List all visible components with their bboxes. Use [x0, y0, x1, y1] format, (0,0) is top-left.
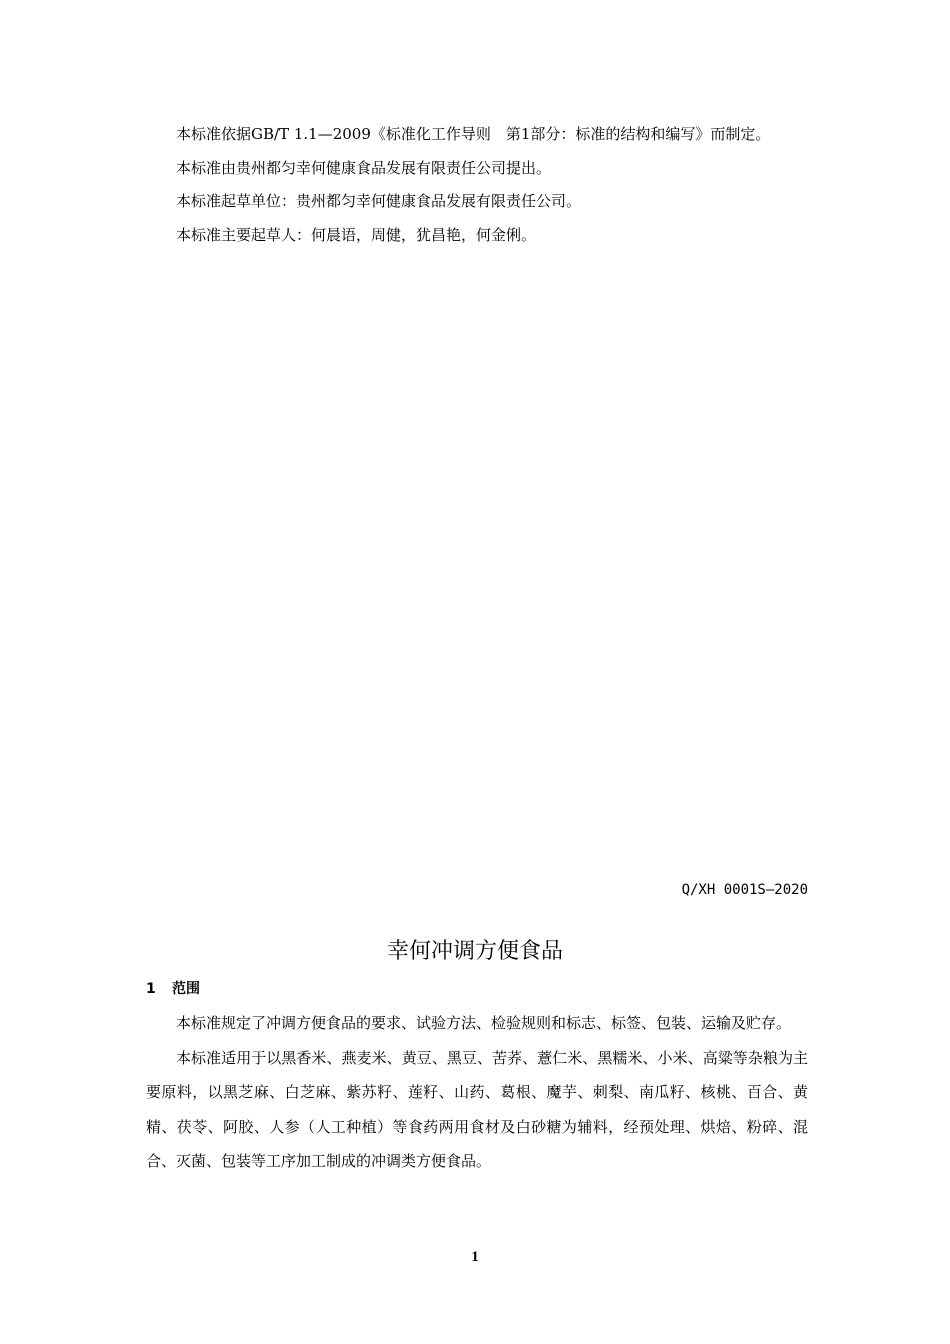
section-heading-scope: [146, 976, 200, 1002]
foreword-line-proposer: 本标准由贵州都匀幸何健康食品发展有限责任公司提出。: [176, 158, 552, 177]
foreword-line-basis: 本标准依据GB/T 1.1—2009《标准化工作导则 第1部分：标准的结构和编写》而制定。: [176, 125, 771, 143]
foreword-line-drafters: 本标准主要起草人：何晨语，周健，犹昌艳，何金俐。: [176, 225, 537, 244]
foreword-line-drafting-unit: 本标准起草单位：贵州都匀幸何健康食品发展有限责任公司。: [176, 192, 582, 211]
foreword-section: [146, 118, 808, 252]
standard-code: Q/XH 0001S—2020: [681, 882, 808, 898]
section-title: 范围: [172, 981, 200, 997]
scope-paragraph-1: 本标准规定了冲调方便食品的要求、试验方法、检验规则和标志、标签、包装、运输及贮存。: [176, 1014, 792, 1032]
document-title: 幸何冲调方便食品: [386, 939, 563, 964]
scope-paragraph-2: 本标准适用于以黑香米、燕麦米、黄豆、黑豆、苦荞、薏仁米、黑糯米、小米、高粱等杂粮为主要原料，以黑芝麻、白芝麻、紫苏籽、莲籽、山药、葛根、魔芋、刺梨、南瓜籽、核桃、百合、黄精、茯苓、阿胶、人参（人工种植）等食药两用食材及白砂糖为辅料，经预处理、烘焙、粉碎、混合、灭菌、包装等工序加工制成的冲调类方便食品。: [146, 1048, 808, 1170]
page-number: 1: [471, 1249, 479, 1265]
scope-body: [146, 1006, 808, 1179]
section-number: 1: [146, 981, 156, 997]
